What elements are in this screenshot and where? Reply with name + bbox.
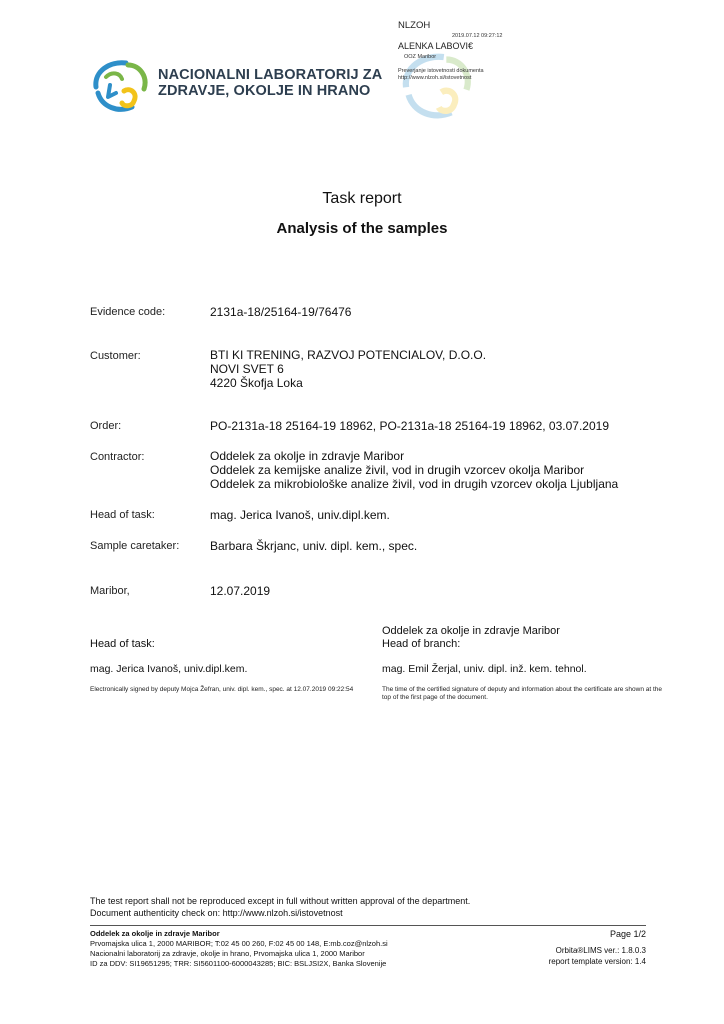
signature-right-name: mag. Emil Žerjal, univ. dipl. inž. kem. tehnol. <box>382 663 587 675</box>
footer-department: Oddelek za okolje in zdravje Maribor <box>90 929 220 938</box>
signature-left-note: Electronically signed by deputy Mojca Žefran, univ. dipl. kem., spec. at 12.07.2019 09:22:54 <box>90 686 354 693</box>
footer-organization: Nacionalni laboratorij za zdravje, okolje in hrano, Prvomajska ulica 1, 2000 Maribor <box>90 949 365 958</box>
stamp-verify-link[interactable]: http://www.nlzoh.si/istovetnost <box>398 75 472 81</box>
customer-label: Customer: <box>90 350 141 362</box>
lims-version: Orbita®LIMS ver.: 1.8.0.3 <box>555 946 646 955</box>
evidence-code-label: Evidence code: <box>90 306 166 318</box>
stamp-verify-text: Preverjanje istovetnosti dokumenta <box>398 68 484 74</box>
contractor-label: Contractor: <box>90 451 145 463</box>
customer-line: 4220 Škofja Loka <box>210 376 303 390</box>
page-number: Page 1/2 <box>609 929 646 939</box>
authenticity-notice: Document authenticity check on: http://www.nlzoh.si/istovetnost <box>90 908 343 918</box>
stamp-datetime: 2019.07.12 09:27:12 <box>452 33 503 39</box>
customer-line: BTI KI TRENING, RAZVOJ POTENCIALOV, D.O.O. <box>210 348 487 362</box>
branch-role: Head of branch: <box>382 638 461 650</box>
report-date: 12.07.2019 <box>210 584 271 598</box>
customer-line: NOVI SVET 6 <box>210 362 284 376</box>
template-version: report template version: 1.4 <box>548 957 646 966</box>
signature-left-name: mag. Jerica Ivanoš, univ.dipl.kem. <box>90 663 248 675</box>
page-title: Task report <box>322 190 402 207</box>
footer-address: Prvomajska ulica 1, 2000 MARIBOR; T:02 45 00 260, F:02 45 00 148, E:mb.coz@nlzoh.si <box>90 939 388 948</box>
reproduction-notice: The test report shall not be reproduced except in full without written approval of the department. <box>90 896 471 906</box>
footer-divider <box>90 925 646 926</box>
order-value: PO-2131a-18 25164-19 18962, PO-2131a-18 25164-19 18962, 03.07.2019 <box>210 419 609 433</box>
footer-ids: ID za DDV: SI19651295; TRR: SI5601100-6000043285; BIC: BSLJSI2X, Banka Slovenije <box>90 959 387 968</box>
page-subtitle: Analysis of the samples <box>276 220 448 237</box>
logo-line-2: ZDRAVJE, OKOLJE IN HRANO <box>158 83 371 99</box>
branch-block <box>382 625 560 651</box>
customer-value <box>210 348 486 390</box>
branch-department: Oddelek za okolje in zdravje Maribor <box>382 625 560 637</box>
contractor-line: Oddelek za kemijske analize živil, vod in drugih vzorcev okolja Maribor <box>210 463 585 477</box>
logo-line-1: NACIONALNI LABORATORIJ ZA <box>158 67 383 83</box>
contractor-value <box>210 449 618 491</box>
nlzoh-logo-icon <box>88 57 150 115</box>
stamp-unit: OOZ Maribor <box>404 54 437 60</box>
place-label: Maribor, <box>90 585 130 597</box>
signature-left-role: Head of task: <box>90 638 155 650</box>
head-of-task-label: Head of task: <box>90 509 155 521</box>
contractor-line: Oddelek za okolje in zdravje Maribor <box>210 449 405 463</box>
stamp-org: NLZOH <box>398 20 431 31</box>
evidence-code-value: 2131a-18/25164-19/76476 <box>210 305 352 319</box>
head-of-task-value: mag. Jerica Ivanoš, univ.dipl.kem. <box>210 508 390 522</box>
sample-caretaker-label: Sample caretaker: <box>90 540 180 552</box>
logo-wordmark <box>158 67 382 99</box>
sample-caretaker-value: Barbara Škrjanc, univ. dipl. kem., spec. <box>210 539 418 553</box>
stamp-signer-name: ALENKA LABOVI€ <box>398 41 474 51</box>
contractor-line: Oddelek za mikrobiološke analize živil, vod in drugih vzorcev okolja Ljubljana <box>210 477 619 491</box>
signature-right-note: The time of the certified signature of deputy and information about the certificate are shown at the top of the first page of the document. <box>382 686 663 701</box>
order-label: Order: <box>90 420 122 432</box>
